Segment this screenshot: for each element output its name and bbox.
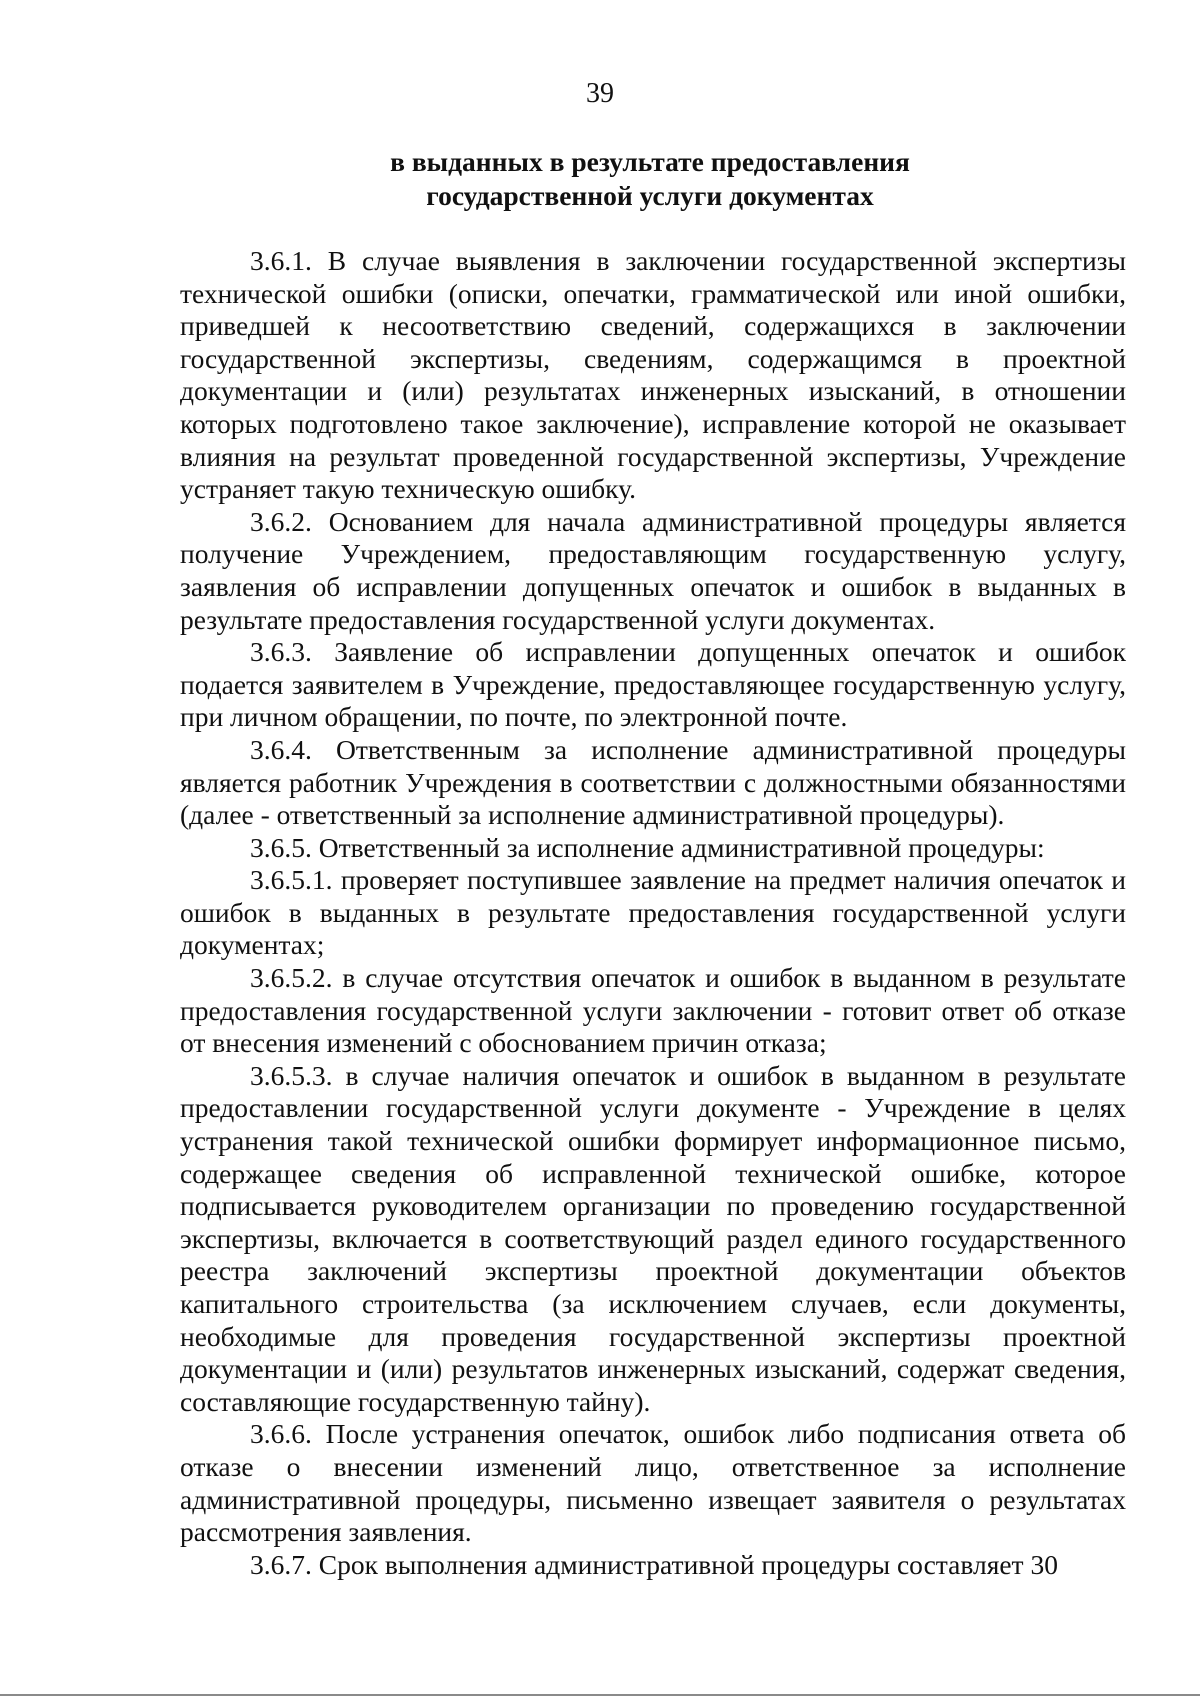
section-heading-line-2: государственной услуги документах [426,180,874,211]
section-heading [180,145,1120,213]
paragraph-3-6-5-2: 3.6.5.2. в случае отсутствия опечаток и ошибок в выданном в результате предоставления государственной услуги заключении - готовит ответ об отказе от внесения изменений с обоснованием причин отказа; [180,962,1126,1059]
document-body [180,245,1126,1581]
paragraph-3-6-2: 3.6.2. Основанием для начала административной процедуры является получение Учреждением, предоставляющим государственную услугу, заявления об исправлении допущенных опечаток и ошибок в выданных в результате предоставления государственной услуги документах. [180,505,1126,635]
paragraph-3-6-7: 3.6.7. Срок выполнения административной процедуры составляет 30 [250,1548,1058,1580]
page-number: 39 [586,78,614,109]
paragraph-3-6-5: 3.6.5. Ответственный за исполнение административной процедуры: [250,831,1045,863]
scan-bottom-edge [0,1694,1200,1696]
paragraph-3-6-6: 3.6.6. После устранения опечаток, ошибок либо подписания ответа об отказе о внесении изменений лицо, ответственное за исполнение административной процедуры, письменно извещает заявителя о результатах рассмотрения заявления. [180,1418,1126,1548]
paragraph-3-6-5-1: 3.6.5.1. проверяет поступившее заявление на предмет наличия опечаток и ошибок в выданных в результате предоставления государственной услуги документах; [180,864,1126,961]
paragraph-3-6-4: 3.6.4. Ответственным за исполнение административной процедуры является работник Учреждения в соответствии с должностными обязанностями (далее - ответственный за исполнение административной процедуры). [180,733,1126,831]
section-heading-line-1: в выданных в результате предоставления [390,146,910,177]
paragraph-3-6-5-3: 3.6.5.3. в случае наличия опечаток и ошибок в выданном в результате предоставлении государственной услуги документе - Учреждение в целях устранения такой технической ошибки формирует информационное письмо, содержащее сведения об исправленной технической ошибке, которое подписывается руководителем организации по проведению государственной экспертизы, включается в соответствующий раздел единого государственного реестра заключений экспертизы проектной документации объектов капитального строительства (за исключением случаев, если документы, необходимые для проведения государственной экспертизы проектной документации и (или) результатов инженерных изысканий, содержат сведения, составляющие государственную тайну). [180,1059,1126,1417]
paragraph-3-6-1: 3.6.1. В случае выявления в заключении государственной экспертизы технической ошибки (описки, опечатки, грамматической или иной ошибки, приведшей к несоответствию сведений, содержащихся в заключении государственной экспертизы, сведениям, содержащимся в проектной документации и (или) результатах инженерных изысканий, в отношении которых подготовлено такое заключение), исправление которой не оказывает влияния на результат проведенной государственной экспертизы, Учреждение устраняет такую техническую ошибку. [180,245,1126,505]
paragraph-3-6-3: 3.6.3. Заявление об исправлении допущенных опечаток и ошибок подается заявителем в Учреждение, предоставляющее государственную услугу, при личном обращении, по почте, по электронной почте. [180,636,1126,733]
